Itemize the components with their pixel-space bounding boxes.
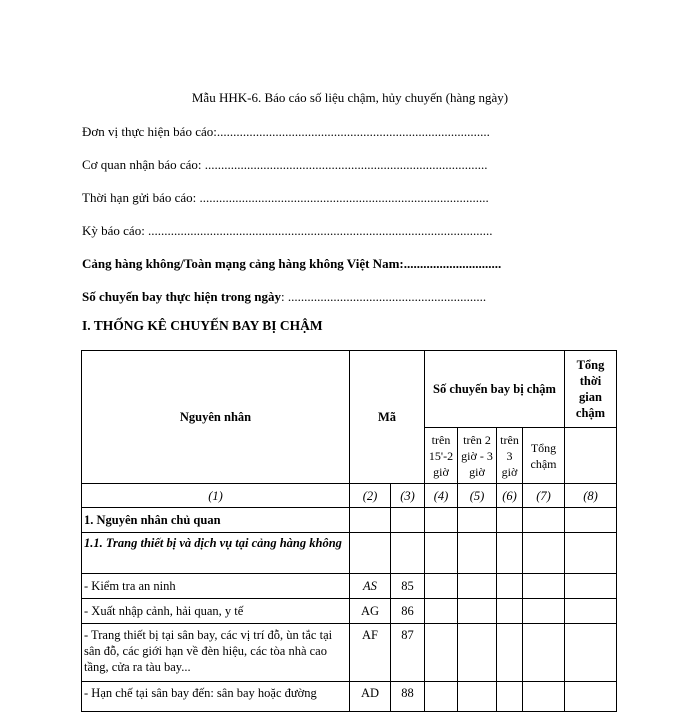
field-reporting-period: Kỳ báo cáo: .......................................................................................................... <box>82 223 493 238</box>
cell <box>425 682 458 712</box>
row-cause: - Xuất nhập cảnh, hải quan, y tế <box>82 599 350 624</box>
cell <box>458 574 497 599</box>
col-number: (2) <box>350 484 391 508</box>
cell <box>391 508 425 533</box>
delay-statistics-table <box>81 350 617 712</box>
cell <box>425 508 458 533</box>
cell <box>523 624 565 682</box>
row-number: 88 <box>391 682 425 712</box>
cell <box>523 574 565 599</box>
header-code: Mã <box>350 351 425 484</box>
cell <box>565 533 617 574</box>
col-number: (7) <box>523 484 565 508</box>
cell <box>565 599 617 624</box>
header-2h-3h: trên 2 giờ - 3 giờ <box>458 428 497 484</box>
header-cause: Nguyên nhân <box>82 351 350 484</box>
cell <box>458 508 497 533</box>
row-code: AG <box>350 599 391 624</box>
cell <box>425 533 458 574</box>
cell <box>497 508 523 533</box>
col-number: (4) <box>425 484 458 508</box>
cell <box>425 599 458 624</box>
cell <box>497 599 523 624</box>
col-number: (3) <box>391 484 425 508</box>
row-cause: - Hạn chế tại sân bay đến: sân bay hoặc đường <box>82 682 350 712</box>
cell <box>458 533 497 574</box>
col-number: (1) <box>82 484 350 508</box>
header-delayed-flights: Số chuyến bay bị chậm <box>425 351 565 428</box>
cell <box>391 533 425 574</box>
cell <box>565 624 617 682</box>
table-row <box>82 508 617 533</box>
cell <box>523 682 565 712</box>
cell <box>497 682 523 712</box>
table-row <box>82 574 617 599</box>
header-blank <box>565 428 617 484</box>
field-flights-count-label: Số chuyến bay thực hiện trong ngày <box>82 289 281 304</box>
cell <box>565 508 617 533</box>
table-row <box>82 624 617 682</box>
col-number: (8) <box>565 484 617 508</box>
table-row <box>82 682 617 712</box>
row-number: 86 <box>391 599 425 624</box>
col-number: (6) <box>497 484 523 508</box>
row-cause: - Kiểm tra an ninh <box>82 574 350 599</box>
field-flights-count <box>82 289 486 305</box>
header-total-delay-time: Tổng thời gian chậm <box>565 351 617 428</box>
row-cause: - Trang thiết bị tại sân bay, các vị trí đỗ, ùn tắc tại sân đỗ, các giới hạn về đèn hiệu, các tòa nhà cao tầng, cửa ra tàu bay... <box>82 624 350 682</box>
cell <box>565 682 617 712</box>
field-airport: Cảng hàng không/Toàn mạng cảng hàng không Việt Nam:.............................. <box>82 256 502 271</box>
header-over-3h: trên 3 giờ <box>497 428 523 484</box>
cell <box>523 599 565 624</box>
cell <box>523 508 565 533</box>
table-row <box>82 533 617 574</box>
cell <box>458 599 497 624</box>
row-number: 87 <box>391 624 425 682</box>
cell <box>425 574 458 599</box>
field-flights-count-dots: : ............................................................. <box>281 289 487 304</box>
section-title: I. THỐNG KÊ CHUYẾN BAY BỊ CHẬM <box>82 318 323 333</box>
field-receiving-agency: Cơ quan nhận báo cáo: ....................................................................................... <box>82 157 488 172</box>
field-deadline: Thời hạn gửi báo cáo: ......................................................................................... <box>82 190 489 205</box>
cell <box>350 533 391 574</box>
header-total-delayed: Tổng chậm <box>523 428 565 484</box>
row-number: 85 <box>391 574 425 599</box>
cell <box>565 574 617 599</box>
col-number: (5) <box>458 484 497 508</box>
document-title: Mẫu HHK-6. Báo cáo số liệu chậm, hủy chuyến (hàng ngày) <box>191 90 509 105</box>
row-code: AS <box>350 574 391 599</box>
cell <box>458 682 497 712</box>
row-code: AD <box>350 682 391 712</box>
field-reporting-unit: Đơn vị thực hiện báo cáo:.................................................................................... <box>82 124 490 139</box>
row-code: AF <box>350 624 391 682</box>
cell <box>497 624 523 682</box>
row-cause: 1. Nguyên nhân chủ quan <box>82 508 350 533</box>
header-15min-2h: trên 15'-2 giờ <box>425 428 458 484</box>
cell <box>425 624 458 682</box>
cell <box>350 508 391 533</box>
table-row <box>82 599 617 624</box>
cell <box>458 624 497 682</box>
cell <box>497 533 523 574</box>
cell <box>497 574 523 599</box>
cell <box>523 533 565 574</box>
row-cause: 1.1. Trang thiết bị và dịch vụ tại cảng hàng không <box>82 533 350 574</box>
